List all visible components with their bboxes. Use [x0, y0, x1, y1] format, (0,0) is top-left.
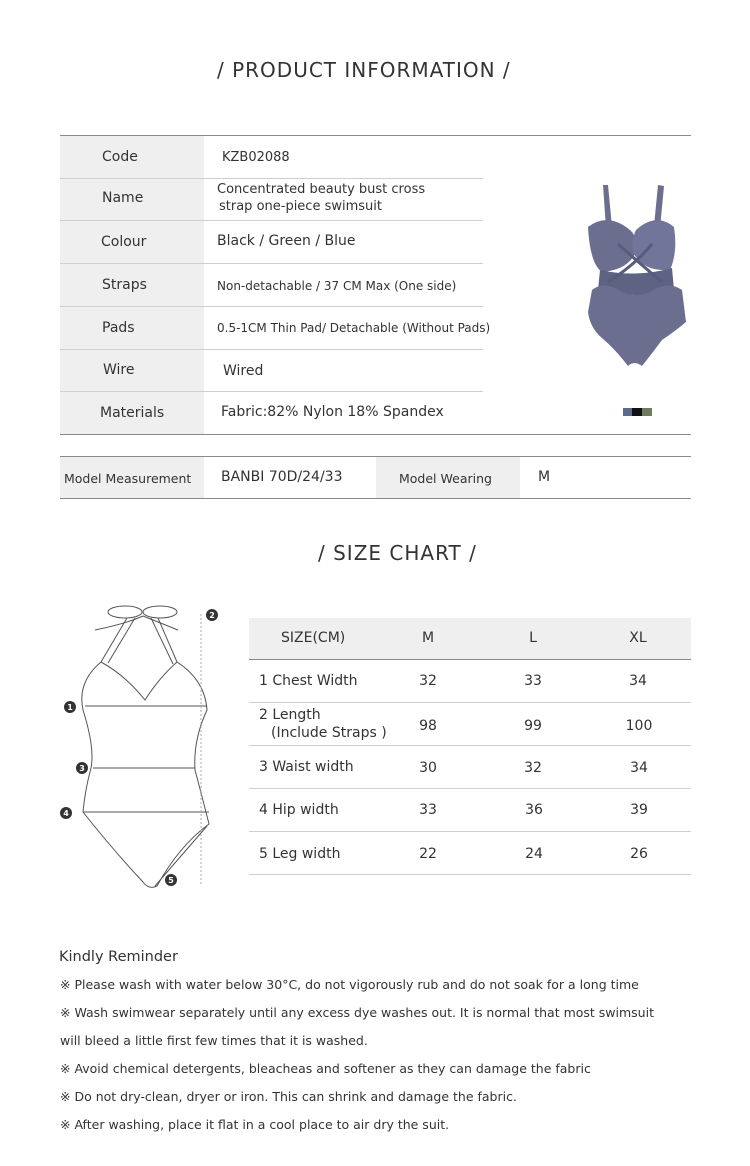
model-measurement-label: Model Measurement — [64, 471, 192, 486]
cell-l: 32 — [524, 760, 542, 776]
size-diagram — [55, 600, 230, 895]
label-pads: Pads — [102, 320, 135, 336]
cell-xl: 100 — [625, 718, 653, 734]
cell-xl: 39 — [630, 802, 648, 818]
value-materials: Fabric:82% Nylon 18% Spandex — [221, 404, 444, 420]
reminder-item: ※ Do not dry-clean, dryer or iron. This can shrink and damage the fabric. — [60, 1089, 517, 1104]
cell-m: 98 — [419, 718, 437, 734]
cell-xl: 34 — [629, 673, 647, 689]
reminder-item: ※ Wash swimwear separately until any excess dye washes out. It is normal that most swimsuit — [60, 1005, 654, 1020]
label-code: Code — [102, 149, 138, 165]
reminder-item-continued: will bleed a little first few times that it is washed. — [60, 1033, 368, 1048]
value-straps: Non-detachable / 37 CM Max (One side) — [217, 279, 457, 293]
model-wearing-label: Model Wearing — [399, 471, 492, 486]
cell-xl: 34 — [630, 760, 648, 776]
row-divider — [249, 788, 691, 789]
header-xl: XL — [629, 630, 647, 646]
value-code: KZB02088 — [222, 150, 290, 165]
row-label: 5 Leg width — [259, 846, 341, 862]
size-chart-title: / SIZE CHART / — [318, 541, 477, 565]
swatch-green — [642, 408, 652, 416]
model-measurement-value: BANBI 70D/24/33 — [221, 469, 343, 485]
marker-4: 4 — [63, 809, 69, 818]
model-bottom-divider — [60, 498, 691, 499]
label-colour: Colour — [101, 234, 147, 250]
row-divider — [60, 263, 483, 264]
marker-5: 5 — [168, 876, 174, 885]
header-l: L — [529, 630, 537, 646]
row-divider — [249, 874, 691, 875]
row-divider — [249, 831, 691, 832]
value-name-line2: strap one-piece swimsuit — [219, 199, 382, 214]
cell-l: 33 — [524, 673, 542, 689]
row-divider — [249, 702, 691, 703]
cell-m: 32 — [419, 673, 437, 689]
model-wearing-value: M — [538, 469, 551, 485]
cell-l: 24 — [525, 846, 543, 862]
row-divider — [60, 306, 483, 307]
table-bottom-divider — [60, 434, 691, 435]
value-colour: Black / Green / Blue — [217, 233, 356, 249]
label-materials: Materials — [100, 405, 165, 421]
row-label-line1: 2 Length — [259, 707, 321, 723]
marker-1: 1 — [67, 703, 73, 712]
cell-m: 33 — [419, 802, 437, 818]
row-label-line2: (Include Straps ) — [271, 725, 387, 741]
cell-l: 36 — [525, 802, 543, 818]
row-divider — [249, 745, 691, 746]
row-label: 1 Chest Width — [259, 673, 358, 689]
reminder-item: ※ After washing, place it flat in a cool place to air dry the suit. — [60, 1117, 450, 1132]
row-label: 3 Waist width — [259, 759, 354, 775]
cell-m: 22 — [419, 846, 437, 862]
row-label: 4 Hip width — [259, 802, 339, 818]
product-swimsuit-image — [578, 182, 693, 372]
marker-3: 3 — [79, 764, 85, 773]
value-pads: 0.5-1CM Thin Pad/ Detachable (Without Pads) — [217, 321, 491, 335]
label-straps: Straps — [102, 277, 147, 293]
reminder-title: Kindly Reminder — [59, 949, 178, 965]
reminder-item: ※ Avoid chemical detergents, bleacheas and softener as they can damage the fabric — [60, 1061, 591, 1076]
label-name: Name — [102, 190, 144, 206]
swatch-black — [632, 408, 642, 416]
marker-2: 2 — [209, 611, 215, 620]
value-wire: Wired — [223, 363, 264, 379]
row-divider — [60, 349, 483, 350]
cell-l: 99 — [524, 718, 542, 734]
reminder-item: ※ Please wash with water below 30°C, do not vigorously rub and do not soak for a long time — [60, 977, 639, 992]
header-size: SIZE(CM) — [281, 630, 346, 646]
row-divider — [60, 178, 483, 179]
header-m: M — [421, 630, 435, 646]
row-divider — [60, 220, 483, 221]
value-name-line1: Concentrated beauty bust cross — [217, 182, 426, 197]
cell-xl: 26 — [630, 846, 648, 862]
header-divider — [249, 659, 691, 660]
swatch-blue — [623, 408, 632, 416]
product-info-title: / PRODUCT INFORMATION / — [217, 58, 511, 82]
cell-m: 30 — [419, 760, 437, 776]
row-divider — [60, 391, 483, 392]
label-wire: Wire — [103, 362, 135, 378]
